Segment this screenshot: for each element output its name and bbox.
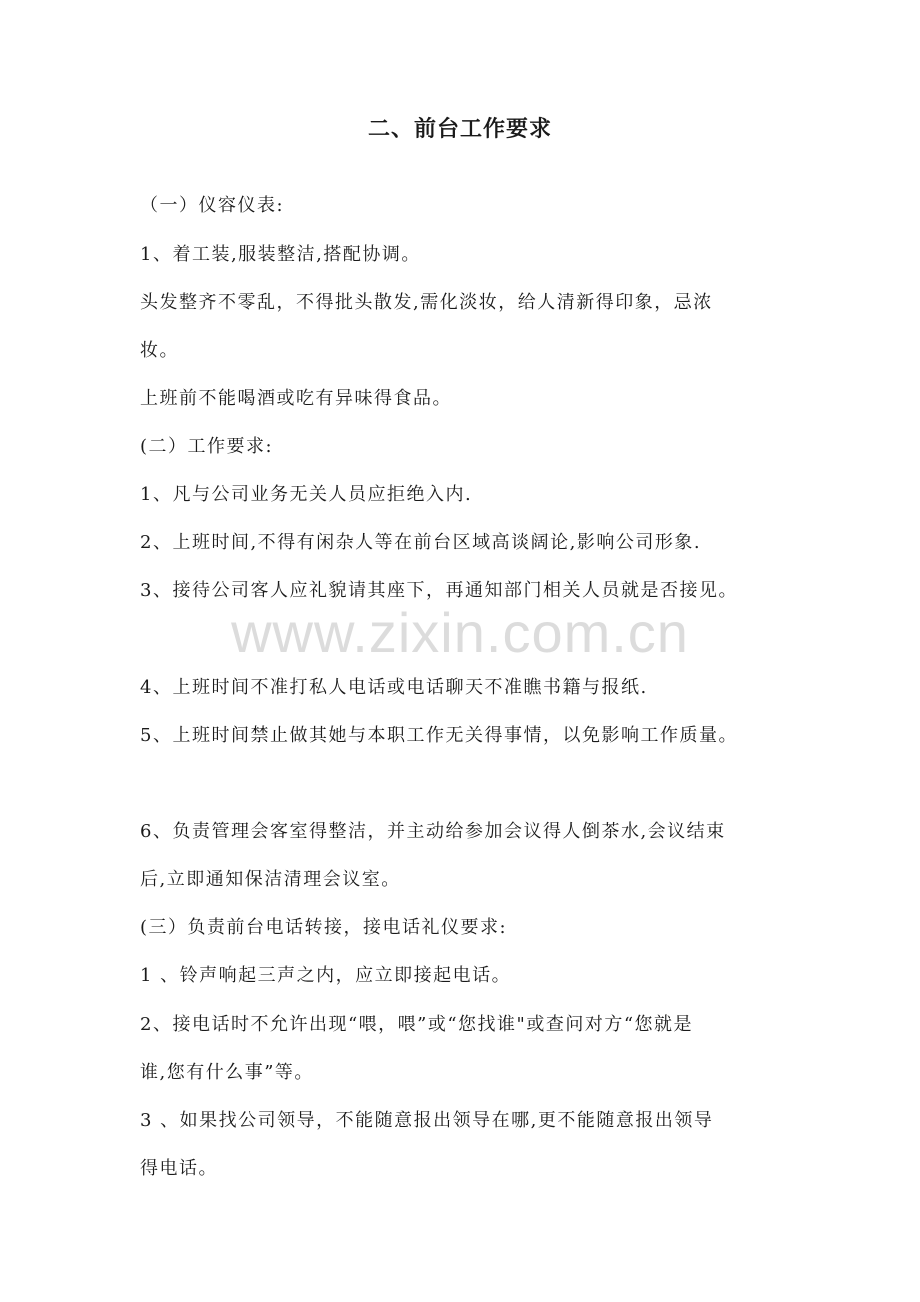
paragraph-line: 4、上班时间不准打私人电话或电话聊天不准瞧书籍与报纸.: [140, 677, 648, 698]
paragraph-line: 谁,您有什么事”等。: [140, 1062, 314, 1083]
paragraph-line: 1、着工装,服装整洁,搭配协调。: [140, 244, 421, 265]
section-heading-appearance: （一）仪容仪表:: [140, 195, 285, 216]
paragraph-line: 头发整齐不零乱，不得批头散发,需化淡妆，给人清新得印象，忌浓: [140, 292, 713, 313]
paragraph-line: 上班前不能喝酒或吃有异味得食品。: [140, 388, 452, 409]
watermark: www.zixin.com.cn: [231, 601, 689, 664]
paragraph-line: 3、接待公司客人应礼貌请其座下，再通知部门相关人员就是否接见。: [140, 580, 738, 601]
section-heading-phone: (三）负责前台电话转接，接电话礼仪要求:: [140, 917, 508, 938]
paragraph-line: 3 、如果找公司领导，不能随意报出领导在哪,更不能随意报出领导: [140, 1110, 714, 1131]
paragraph-line: 得电话。: [140, 1158, 218, 1179]
paragraph-line: 6、负责管理会客室得整洁，并主动给参加会议得人倒茶水,会议结束: [140, 821, 726, 842]
paragraph-line: 2、上班时间,不得有闲杂人等在前台区域高谈阔论,影响公司形象.: [140, 532, 702, 553]
paragraph-line: 后,立即通知保洁清理会议室。: [140, 869, 401, 890]
section-heading-work: (二）工作要求:: [140, 436, 274, 457]
paragraph-line: 2、接电话时不允许出现“喂，喂”或“您找谁"或查问对方“您就是: [140, 1014, 694, 1035]
paragraph-line: 妆。: [140, 340, 179, 361]
document-title: 二、前台工作要求: [367, 117, 552, 142]
paragraph-line: 5、上班时间禁止做其她与本职工作无关得事情，以免影响工作质量。: [140, 725, 738, 746]
paragraph-line: 1 、铃声响起三声之内，应立即接起电话。: [140, 965, 512, 986]
paragraph-line: 1、凡与公司业务无关人员应拒绝入内.: [140, 484, 473, 505]
